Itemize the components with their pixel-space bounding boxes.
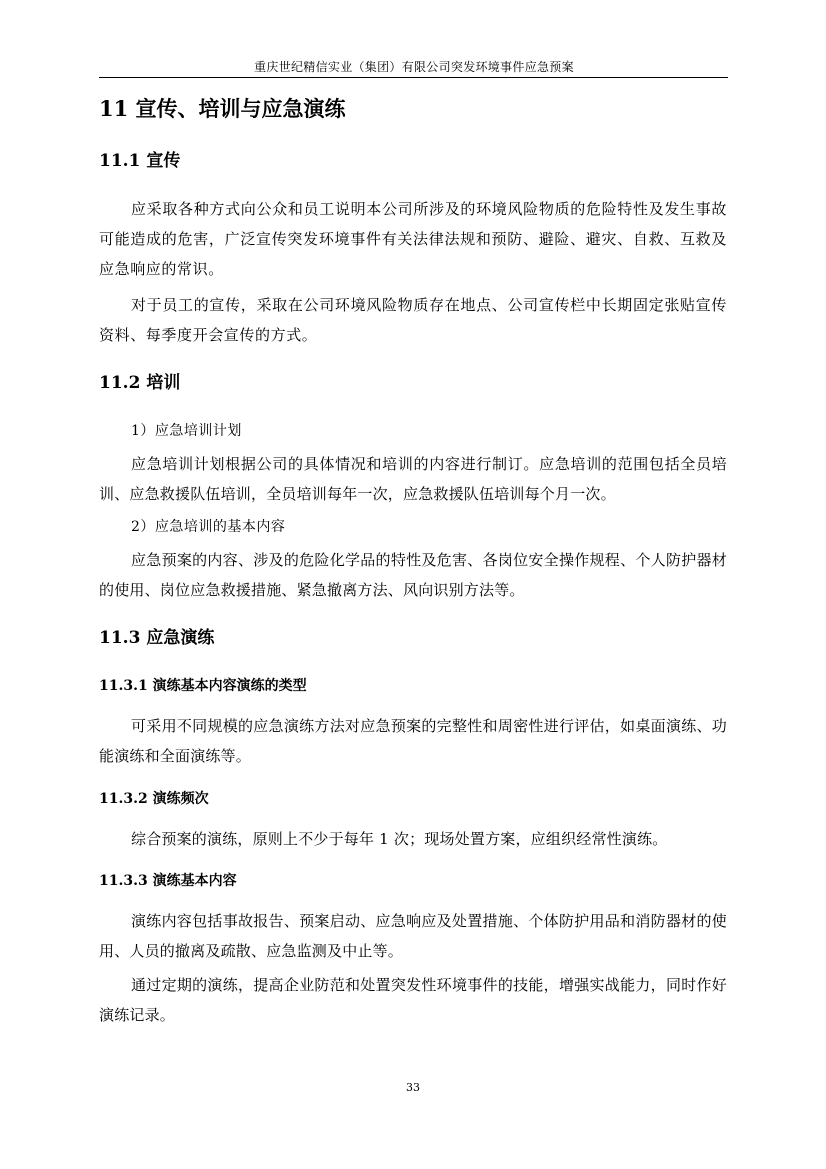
subsection-heading-11-3-2: 11.3.2 演练频次 (99, 791, 209, 807)
subsection-heading-11-3-3: 11.3.3 演练基本内容 (99, 873, 237, 889)
paragraph-11-3-3-1: 演练内容包括事故报告、预案启动、应急响应及处置措施、个体防护用品和消防器材的使用、人员的撤离及疏散、应急监测及中止等。 (99, 912, 727, 960)
page-number: 33 (406, 1081, 420, 1094)
header-divider (99, 77, 728, 78)
paragraph-11-2-2: 应急预案的内容、涉及的危险化学品的特性及危害、各岗位安全操作规程、个人防护器材的使用、岗位应急救援措施、紧急撤离方法、风向识别方法等。 (99, 551, 727, 599)
subsection-heading-11-3-1: 11.3.1 演练基本内容演练的类型 (99, 678, 307, 694)
section-heading-11-2: 11.2 培训 (99, 373, 181, 393)
list-item-training-plan: 1）应急培训计划 (131, 423, 242, 439)
list-item-training-content: 2）应急培训的基本内容 (131, 519, 286, 535)
paragraph-11-1-2: 对于员工的宣传，采取在公司环境风险物质存在地点、公司宣传栏中长期固定张贴宣传资料、每季度开会宣传的方式。 (99, 296, 727, 344)
running-header: 重庆世纪精信实业（集团）有限公司突发环境事件应急预案 (254, 60, 574, 74)
section-heading-11-1: 11.1 宣传 (99, 151, 181, 171)
paragraph-11-3-2: 综合预案的演练，原则上不少于每年 1 次；现场处置方案，应组织经常性演练。 (131, 830, 668, 848)
paragraph-11-3-3-2: 通过定期的演练，提高企业防范和处置突发性环境事件的技能，增强实战能力，同时作好演练记录。 (99, 976, 727, 1024)
paragraph-11-2-1: 应急培训计划根据公司的具体情况和培训的内容进行制订。应急培训的范围包括全员培训、应急救援队伍培训，全员培训每年一次，应急救援队伍培训每个月一次。 (99, 455, 727, 503)
section-heading-11-3: 11.3 应急演练 (99, 628, 215, 648)
chapter-title: 11 宣传、培训与应急演练 (99, 96, 346, 121)
paragraph-11-3-1: 可采用不同规模的应急演练方法对应急预案的完整性和周密性进行评估，如桌面演练、功能演练和全面演练等。 (99, 717, 727, 765)
paragraph-11-1-1: 应采取各种方式向公众和员工说明本公司所涉及的环境风险物质的危险特性及发生事故可能造成的危害，广泛宣传突发环境事件有关法律法规和预防、避险、避灾、自救、互救及应急响应的常识。 (99, 200, 727, 278)
